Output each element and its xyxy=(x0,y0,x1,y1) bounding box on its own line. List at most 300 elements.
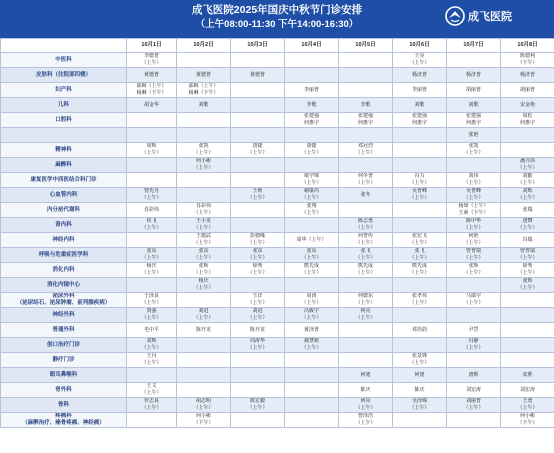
cell-line: （上午） xyxy=(193,405,214,411)
department-name xyxy=(1,188,127,203)
cell-line: 周华（上午） xyxy=(296,236,327,243)
cell-line: 曾普瑞 xyxy=(465,248,481,255)
cell-line: （上午） xyxy=(193,225,214,231)
cell-line: 冯静 xyxy=(468,338,479,345)
schedule-cell xyxy=(127,383,177,398)
schedule-cell xyxy=(285,338,339,353)
schedule-cell xyxy=(285,143,339,158)
cell-line: 刘宏涛 xyxy=(465,386,481,393)
table-row xyxy=(1,383,554,398)
cell-line: 谢康芮 xyxy=(303,188,319,195)
schedule-cell xyxy=(177,413,231,428)
schedule-cell xyxy=(285,248,339,263)
schedule-cell xyxy=(393,83,447,98)
cell-line: （上午） xyxy=(247,270,268,276)
schedule-cell xyxy=(501,398,554,413)
schedule-cell xyxy=(285,113,339,128)
cell-line: 泌尿外科 xyxy=(52,293,75,300)
cell-line: 陈宏毅 xyxy=(249,398,265,405)
schedule-cell xyxy=(447,128,501,143)
cell-line: 吴普峰 xyxy=(411,188,427,195)
schedule-cell xyxy=(285,308,339,323)
schedule-cell xyxy=(177,143,231,158)
cell-line: 刘勤 xyxy=(522,173,533,180)
cell-line: 皮肤科（住院部四楼） xyxy=(35,71,91,78)
cell-line: （上午） xyxy=(355,225,376,231)
schedule-cell xyxy=(127,398,177,413)
cell-line: 张凯 xyxy=(468,143,479,150)
table-row xyxy=(1,338,554,353)
schedule-cell xyxy=(231,128,285,143)
schedule-cell xyxy=(393,173,447,188)
schedule-cell xyxy=(127,413,177,428)
cell-line: （上午） xyxy=(247,240,268,246)
cell-line: 杨如（上午） xyxy=(458,203,489,210)
cell-line: （上午） xyxy=(301,180,322,186)
schedule-cell xyxy=(501,368,554,383)
cell-line: 静疗门诊 xyxy=(52,356,75,363)
cell-line: 康学锦 xyxy=(303,173,319,180)
cell-line: 刘辉 xyxy=(146,338,157,345)
schedule-cell xyxy=(231,413,285,428)
cell-line: 唐舞 xyxy=(522,218,533,225)
schedule-cell xyxy=(339,143,393,158)
cell-line: 侯飞 xyxy=(146,218,157,225)
schedule-cell xyxy=(285,413,339,428)
schedule-cell xyxy=(393,308,447,323)
cell-line: （上午） xyxy=(141,255,162,261)
cell-line: 骨科 xyxy=(57,401,69,408)
cell-line: 张辉 xyxy=(522,278,533,285)
cell-line: 心血管内科 xyxy=(49,191,78,198)
schedule-cell xyxy=(231,338,285,353)
department-name xyxy=(1,203,127,218)
cell-line: （上午） xyxy=(247,150,268,156)
table-row xyxy=(1,53,554,68)
cell-line: 张建强 xyxy=(411,113,427,120)
cell-line: 邓佳韵 xyxy=(411,326,427,333)
cell-line: 何小彬 xyxy=(195,158,211,165)
table-row xyxy=(1,188,554,203)
schedule-cell xyxy=(447,203,501,218)
cell-line: 刘歌 xyxy=(468,101,479,108)
schedule-cell xyxy=(231,158,285,173)
cell-line: （上午） xyxy=(301,300,322,306)
schedule-cell xyxy=(447,143,501,158)
cell-line: （上午） xyxy=(141,225,162,231)
cell-line: 胡丽普 xyxy=(465,86,481,93)
cell-line: 李歌 xyxy=(306,101,317,108)
cell-line: 内分泌代谢科 xyxy=(46,206,80,213)
cell-line: 唐辉 xyxy=(468,371,479,378)
header-corner xyxy=(1,39,127,53)
schedule-cell xyxy=(285,83,339,98)
schedule-cell xyxy=(501,83,554,98)
schedule-cell xyxy=(177,158,231,173)
cell-line: 张景锋 xyxy=(411,353,427,360)
cell-line: 李丽普 xyxy=(411,86,427,93)
schedule-cell xyxy=(393,68,447,83)
cell-line: 肾内科 xyxy=(55,221,72,228)
schedule-cell xyxy=(339,263,393,278)
cell-line: （上午） xyxy=(463,195,484,201)
cell-line: 王小龙 xyxy=(195,218,211,225)
date-header: 10月2日 xyxy=(177,39,231,53)
cell-line: （上午） xyxy=(141,60,162,66)
cell-line: （上午） xyxy=(463,240,484,246)
cell-line: 曾普瑞 xyxy=(519,248,535,255)
cell-line: 王莉 xyxy=(252,188,263,195)
cell-line: 周涛华 xyxy=(249,338,265,345)
schedule-cell xyxy=(393,353,447,368)
schedule-cell xyxy=(177,173,231,188)
schedule-cell xyxy=(447,83,501,98)
table-row xyxy=(1,83,554,98)
schedule-cell xyxy=(447,398,501,413)
schedule-cell xyxy=(285,398,339,413)
cell-line: 何惠宇 xyxy=(519,120,535,126)
table-row xyxy=(1,128,554,143)
schedule-cell xyxy=(339,53,393,68)
table-row xyxy=(1,413,554,428)
cell-line: 何德东 xyxy=(357,293,373,300)
department-name xyxy=(1,218,127,233)
date-header: 10月3日 xyxy=(231,39,285,53)
schedule-cell xyxy=(447,218,501,233)
schedule-cell xyxy=(231,383,285,398)
schedule-cell xyxy=(393,218,447,233)
cell-line: 普通外科 xyxy=(52,326,75,333)
schedule-cell xyxy=(339,173,393,188)
cell-line: 何小彬 xyxy=(519,413,535,420)
date-header: 10月1日 xyxy=(127,39,177,53)
schedule-cell xyxy=(339,248,393,263)
cell-line: （上午） xyxy=(141,360,162,366)
department-name xyxy=(1,128,127,143)
schedule-cell xyxy=(339,383,393,398)
schedule-cell xyxy=(447,113,501,128)
cell-line: 张辉 xyxy=(468,263,479,270)
cell-line: （上午） xyxy=(193,270,214,276)
schedule-cell xyxy=(393,113,447,128)
cell-line: （上午） xyxy=(301,315,322,321)
schedule-cell xyxy=(285,53,339,68)
department-name xyxy=(1,293,127,308)
schedule-table xyxy=(0,38,554,428)
schedule-cell xyxy=(501,53,554,68)
schedule-cell xyxy=(231,368,285,383)
cell-line: （上午） xyxy=(409,300,430,306)
schedule-cell xyxy=(393,398,447,413)
cell-line: （上午） xyxy=(301,255,322,261)
schedule-cell xyxy=(127,263,177,278)
cell-line: （上午） xyxy=(409,180,430,186)
schedule-cell xyxy=(339,83,393,98)
cell-line: 张凯 xyxy=(198,143,209,150)
department-name xyxy=(1,278,127,293)
cell-line: 马瑞宇 xyxy=(465,293,481,300)
schedule-cell xyxy=(285,263,339,278)
table-row xyxy=(1,308,554,323)
cell-line: （麻醉治疗、癌骨疼痛、神经痛） xyxy=(22,420,105,426)
cell-line: 邵梅（上午） xyxy=(136,83,167,90)
schedule-cell xyxy=(127,233,177,248)
schedule-cell xyxy=(285,353,339,368)
cell-line: （上午） xyxy=(409,255,430,261)
cell-line: （上午） xyxy=(141,150,162,156)
schedule-cell xyxy=(231,308,285,323)
schedule-cell xyxy=(339,233,393,248)
schedule-cell xyxy=(339,218,393,233)
table-row xyxy=(1,353,554,368)
schedule-cell xyxy=(177,338,231,353)
cell-line: 张东 xyxy=(252,248,263,255)
cell-line: 刘歌 xyxy=(414,101,425,108)
schedule-cell xyxy=(447,98,501,113)
schedule-cell xyxy=(339,398,393,413)
cell-line: 吴普峰 xyxy=(465,188,481,195)
cell-line: （上午） xyxy=(517,255,538,261)
schedule-cell xyxy=(393,263,447,278)
schedule-cell xyxy=(177,98,231,113)
schedule-cell xyxy=(501,113,554,128)
schedule-cell xyxy=(177,233,231,248)
schedule-cell xyxy=(447,263,501,278)
cell-line: 曾先丹 xyxy=(143,188,159,195)
department-name xyxy=(1,68,127,83)
schedule-cell xyxy=(231,278,285,293)
cell-line: （上午） xyxy=(517,165,538,171)
schedule-cell xyxy=(339,323,393,338)
cell-line: （上午） xyxy=(355,315,376,321)
schedule-cell xyxy=(285,68,339,83)
cell-line: （上午） xyxy=(193,315,214,321)
cell-line: 何亮 xyxy=(360,398,371,405)
schedule-cell xyxy=(447,383,501,398)
cell-line: 于泽良 xyxy=(143,293,159,300)
cell-line: 邓冠烈 xyxy=(357,143,373,150)
cell-line: （上午） xyxy=(193,255,214,261)
cell-line: 肖彩伟 xyxy=(143,206,159,213)
table-row xyxy=(1,98,554,113)
hospital-logo xyxy=(445,6,512,26)
schedule-cell xyxy=(339,293,393,308)
schedule-cell xyxy=(231,353,285,368)
schedule-cell xyxy=(447,413,501,428)
cell-line: 杨济普 xyxy=(465,71,481,78)
department-name xyxy=(1,98,127,113)
cell-line: 冯瑞 xyxy=(522,236,533,243)
cell-line: （上午） xyxy=(517,180,538,186)
cell-line: 刘宏涛 xyxy=(519,386,535,393)
cell-line: 杨庆 xyxy=(198,278,209,285)
cell-line: 周涛 xyxy=(306,293,317,300)
cell-line: （上午） xyxy=(355,405,376,411)
cell-line: （上午） xyxy=(141,345,162,351)
table-row xyxy=(1,143,554,158)
schedule-cell xyxy=(339,308,393,323)
department-name xyxy=(1,83,127,98)
cell-line: （上午） xyxy=(193,165,214,171)
schedule-cell xyxy=(447,338,501,353)
table-row xyxy=(1,368,554,383)
department-name xyxy=(1,398,127,413)
schedule-cell xyxy=(127,53,177,68)
cell-line: 杨琳（下午） xyxy=(188,90,219,96)
schedule-cell xyxy=(285,173,339,188)
cell-line: 陈中华 xyxy=(465,218,481,225)
cell-line: 胡丽普 xyxy=(519,86,535,93)
schedule-cell xyxy=(285,383,339,398)
schedule-cell xyxy=(393,188,447,203)
schedule-cell xyxy=(285,293,339,308)
cell-line: 刘进 xyxy=(252,308,263,315)
cell-line: 王丹 xyxy=(146,353,157,360)
cell-line: 何惠宇 xyxy=(411,120,427,126)
cell-line: 疼痛科 xyxy=(55,413,72,420)
schedule-cell xyxy=(393,413,447,428)
schedule-cell xyxy=(447,278,501,293)
cell-line: （上午） xyxy=(355,420,376,426)
schedule-cell xyxy=(177,248,231,263)
schedule-cell xyxy=(231,263,285,278)
cell-line: 周辉 xyxy=(146,143,157,150)
cell-line: 张翔 xyxy=(306,203,317,210)
schedule-cell xyxy=(447,53,501,68)
cell-line: （上午） xyxy=(247,405,268,411)
table-row xyxy=(1,173,554,188)
cell-line: 贾强 xyxy=(146,308,157,315)
cell-line: 杨济普 xyxy=(411,71,427,78)
cell-line: （上午） xyxy=(141,390,162,396)
schedule-cell xyxy=(177,83,231,98)
cell-line: 张东 xyxy=(198,248,209,255)
table-row xyxy=(1,293,554,308)
cell-line: 康复医学中西医结合科门诊 xyxy=(30,176,97,183)
schedule-cell xyxy=(231,188,285,203)
schedule-cell xyxy=(339,353,393,368)
schedule-cell xyxy=(501,248,554,263)
schedule-cell xyxy=(231,83,285,98)
schedule-cell xyxy=(339,203,393,218)
schedule-cell xyxy=(447,353,501,368)
schedule-cell xyxy=(177,68,231,83)
schedule-cell xyxy=(393,248,447,263)
department-name xyxy=(1,248,127,263)
cell-line: 潘兴伟 xyxy=(519,158,535,165)
cell-line: （上午） xyxy=(409,195,430,201)
schedule-cell xyxy=(501,173,554,188)
cell-line: 中医科 xyxy=(55,56,72,63)
schedule-cell xyxy=(393,293,447,308)
cell-line: 熊先成 xyxy=(303,263,319,270)
cell-line: 何惠宇 xyxy=(303,120,319,126)
cell-line: 王素（下午） xyxy=(458,210,489,216)
schedule-cell xyxy=(501,158,554,173)
cell-line: （上午） xyxy=(247,345,268,351)
schedule-cell xyxy=(285,98,339,113)
schedule-cell xyxy=(285,158,339,173)
schedule-cell xyxy=(177,323,231,338)
cell-line: 张建强 xyxy=(465,113,481,120)
schedule-cell xyxy=(127,83,177,98)
schedule-cell xyxy=(501,68,554,83)
schedule-cell xyxy=(501,278,554,293)
schedule-cell xyxy=(339,113,393,128)
cell-line: （下午） xyxy=(517,420,538,426)
schedule-cell xyxy=(231,233,285,248)
cell-line: （上午） xyxy=(355,150,376,156)
cell-line: （上午） xyxy=(301,345,322,351)
schedule-cell xyxy=(177,368,231,383)
cell-line: （上午） xyxy=(517,270,538,276)
schedule-cell xyxy=(447,308,501,323)
cell-line: （上午） xyxy=(141,270,162,276)
cell-line: 徐秀 xyxy=(522,263,533,270)
schedule-cell xyxy=(447,158,501,173)
cell-line: （泌尿结石、泌尿肿瘤、前列腺疾病） xyxy=(16,300,111,306)
cell-line: 冯力 xyxy=(414,173,425,180)
cell-line: 吴泽锦 xyxy=(411,398,427,405)
cell-line: 口腔科 xyxy=(55,116,72,123)
cell-line: 王亮 xyxy=(414,53,425,60)
schedule-cell xyxy=(231,53,285,68)
department-name xyxy=(1,113,127,128)
schedule-cell xyxy=(127,188,177,203)
schedule-cell xyxy=(177,263,231,278)
cell-line: （上午） xyxy=(193,150,214,156)
cell-line: （上午） xyxy=(463,345,484,351)
cell-line: 何冬普 xyxy=(357,173,373,180)
schedule-cell xyxy=(339,368,393,383)
table-row xyxy=(1,278,554,293)
schedule-cell xyxy=(231,323,285,338)
department-name xyxy=(1,383,127,398)
cell-line: （上午） xyxy=(463,180,484,186)
schedule-cell xyxy=(177,128,231,143)
cell-line: 妇产科 xyxy=(55,86,72,93)
schedule-cell xyxy=(127,113,177,128)
cell-line: 冯致宇 xyxy=(303,308,319,315)
cell-line: （上午） xyxy=(193,240,214,246)
schedule-cell xyxy=(285,203,339,218)
cell-line: （上午） xyxy=(301,210,322,216)
schedule-cell xyxy=(393,128,447,143)
cell-line: （上午） xyxy=(463,405,484,411)
cell-line: 陈庆 xyxy=(414,386,425,393)
cell-line: （上午） xyxy=(463,150,484,156)
cell-line: （上午） xyxy=(355,240,376,246)
cell-line: 张东 xyxy=(306,248,317,255)
hospital-logo-icon xyxy=(445,6,465,26)
schedule-cell xyxy=(177,398,231,413)
cell-line: 徐秀 xyxy=(252,263,263,270)
department-name xyxy=(1,263,127,278)
schedule-cell xyxy=(339,98,393,113)
schedule-cell xyxy=(127,248,177,263)
cell-line: 张冬 xyxy=(360,191,371,198)
cell-line: 何惠宇 xyxy=(357,120,373,126)
page-subtitle: （上午08:00-11:30 下午14:00-16:30） xyxy=(195,19,359,30)
cell-line: 尹罡 xyxy=(468,326,479,333)
schedule-cell xyxy=(127,98,177,113)
logo-text: 成飞医院 xyxy=(468,11,512,23)
schedule-cell xyxy=(127,278,177,293)
schedule-cell xyxy=(285,323,339,338)
cell-line: 骨外科 xyxy=(55,386,72,393)
schedule-cell xyxy=(447,173,501,188)
cell-line: 神经外科 xyxy=(52,311,75,318)
